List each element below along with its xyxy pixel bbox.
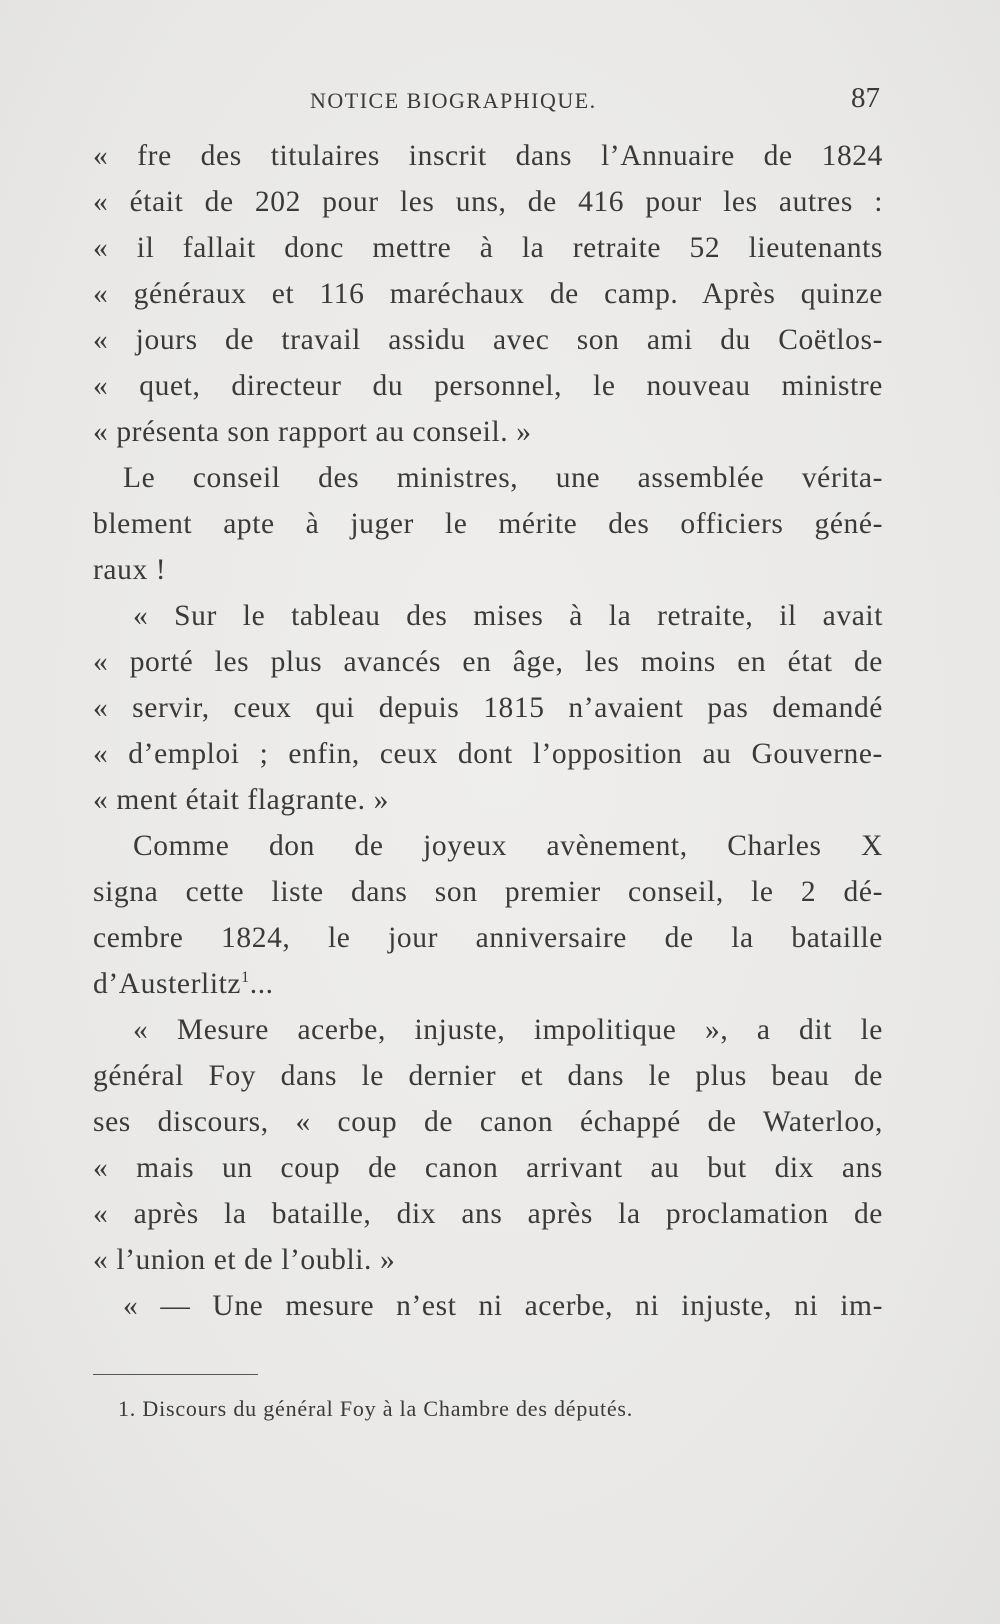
text-line: « — Une mesure n’est ni acerbe, ni injuste, ni im- [123,1290,883,1322]
text-line: « fre des titulaires inscrit dans l’Annuaire de 1824 [93,140,883,172]
page-header [95,82,880,122]
text-line: signa cette liste dans son premier conseil, le 2 dé- [93,876,883,908]
page-number: 87 [851,82,880,114]
footnote-reference: 1 [241,969,250,987]
text-line: « était de 202 pour les uns, de 416 pour les autres : [93,186,883,218]
text-line: « il fallait donc mettre à la retraite 52 lieutenants [93,232,883,264]
text-line: « l’union et de l’oubli. » [93,1244,396,1276]
note-anchor-text: d’Austerlitz [93,968,242,1000]
text-line: « présenta son rapport au conseil. » [93,416,532,448]
note-anchor-tail: ... [249,968,274,1000]
text-line: « d’emploi ; enfin, ceux dont l’opposition au Gouverne- [93,738,883,770]
text-line-with-note-ref [93,961,883,1007]
text-line: « jours de travail assidu avec son ami du Coëtlos- [93,324,883,356]
text-line: « Sur le tableau des mises à la retraite, il avait [133,600,883,632]
text-line: « quet, directeur du personnel, le nouveau ministre [93,370,883,402]
text-line: ses discours, « coup de canon échappé de Waterloo, [93,1106,883,1138]
text-line: blement apte à juger le mérite des officiers géné- [93,508,883,540]
footnote-rule [93,1374,258,1375]
text-line: général Foy dans le dernier et dans le plus beau de [93,1060,883,1092]
text-line: Le conseil des ministres, une assemblée vérita- [123,462,883,494]
text-line: cembre 1824, le jour anniversaire de la bataille [93,922,883,954]
text-line: « porté les plus avancés en âge, les moins en état de [93,646,883,678]
text-line: « Mesure acerbe, injuste, impolitique », a dit le [133,1014,883,1046]
footnote: 1. Discours du général Foy à la Chambre des députés. [118,1396,634,1421]
text-line: « mais un coup de canon arrivant au but dix ans [93,1152,883,1184]
text-line: raux ! [93,554,167,586]
text-line: « après la bataille, dix ans après la proclamation de [93,1198,883,1230]
text-line: « servir, ceux qui depuis 1815 n’avaient pas demandé [93,692,883,724]
running-head: NOTICE BIOGRAPHIQUE. [310,88,597,113]
body-text [93,133,883,1329]
text-line: « généraux et 116 maréchaux de camp. Après quinze [93,278,883,310]
text-line: « ment était flagrante. » [93,784,389,816]
text-line: Comme don de joyeux avènement, Charles X [133,830,883,862]
